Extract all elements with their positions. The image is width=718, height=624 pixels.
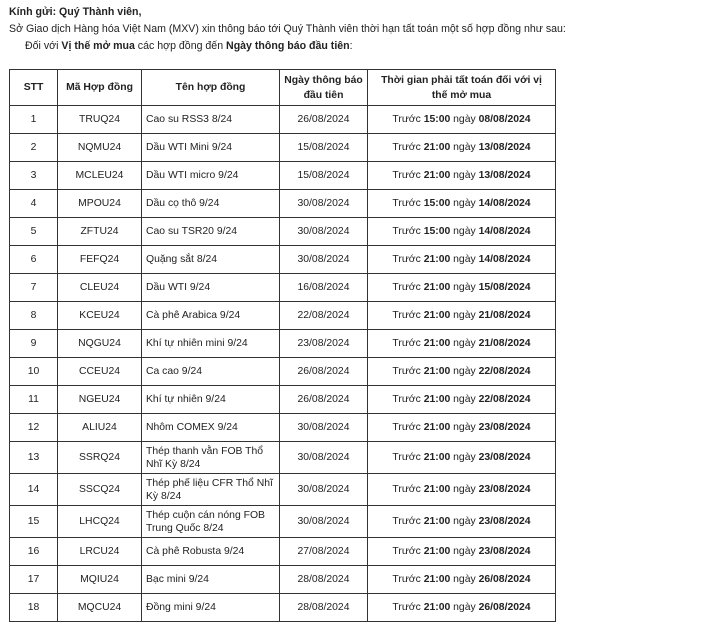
deadline-before-word: Trước	[392, 484, 424, 495]
deadline-day: 14/08/2024	[478, 226, 531, 237]
deadline-before-word: Trước	[392, 366, 424, 377]
cell-stt: 8	[10, 302, 58, 330]
table-row	[10, 358, 556, 386]
cell-contract-code: SSCQ24	[58, 474, 142, 506]
cell-contract-name: Dầu WTI Mini 9/24	[142, 134, 280, 162]
cell-contract-code: TRUQ24	[58, 106, 142, 134]
deadline-day-word: ngày	[450, 198, 479, 209]
cell-contract-code: MQIU24	[58, 566, 142, 594]
cell-contract-code: LRCU24	[58, 538, 142, 566]
cell-first-notice-date: 30/08/2024	[280, 190, 368, 218]
deadline-time: 15:00	[423, 114, 451, 125]
cell-deadline	[368, 162, 556, 190]
deadline-day: 14/08/2024	[478, 254, 531, 265]
contracts-table	[9, 69, 556, 622]
scope-bold-2: Ngày thông báo đầu tiên	[226, 40, 350, 52]
deadline-time: 21:00	[423, 254, 451, 265]
cell-contract-code: SSRQ24	[58, 442, 142, 474]
cell-first-notice-date: 23/08/2024	[280, 330, 368, 358]
deadline-day: 26/08/2024	[478, 574, 531, 585]
cell-contract-name: Đồng mini 9/24	[142, 594, 280, 622]
cell-deadline	[368, 274, 556, 302]
cell-contract-name: Thép cuộn cán nóng FOB Trung Quốc 8/24	[142, 506, 280, 538]
deadline-day: 23/08/2024	[478, 422, 531, 433]
cell-stt: 17	[10, 566, 58, 594]
scope-part-2: các hợp đồng đến	[134, 40, 227, 52]
table-row	[10, 474, 556, 506]
cell-first-notice-date: 26/08/2024	[280, 106, 368, 134]
deadline-before-word: Trước	[392, 254, 424, 265]
table-row	[10, 106, 556, 134]
deadline-time: 21:00	[423, 394, 451, 405]
deadline-time: 21:00	[423, 282, 451, 293]
deadline-day-word: ngày	[450, 452, 479, 463]
table-row	[10, 134, 556, 162]
deadline-before-word: Trước	[392, 198, 424, 209]
cell-contract-name: Cao su TSR20 9/24	[142, 218, 280, 246]
cell-first-notice-date: 27/08/2024	[280, 538, 368, 566]
cell-first-notice-date: 30/08/2024	[280, 442, 368, 474]
cell-contract-name: Thép thanh vằn FOB Thổ Nhĩ Kỳ 8/24	[142, 442, 280, 474]
deadline-before-word: Trước	[392, 394, 424, 405]
deadline-day: 23/08/2024	[478, 484, 531, 495]
header-name: Tên hợp đồng	[142, 70, 280, 106]
table-row	[10, 594, 556, 622]
deadline-before-word: Trước	[392, 546, 424, 557]
cell-deadline	[368, 330, 556, 358]
scope-bold-1: Vị thế mở mua	[61, 40, 135, 52]
scope-part-3: :	[349, 40, 353, 52]
cell-contract-code: KCEU24	[58, 302, 142, 330]
deadline-day: 23/08/2024	[478, 452, 531, 463]
table-row	[10, 218, 556, 246]
table-row	[10, 386, 556, 414]
deadline-day-word: ngày	[450, 310, 479, 321]
cell-stt: 2	[10, 134, 58, 162]
deadline-day: 22/08/2024	[478, 366, 531, 377]
deadline-day-word: ngày	[450, 170, 479, 181]
cell-stt: 1	[10, 106, 58, 134]
table-row	[10, 414, 556, 442]
header-stt: STT	[10, 70, 58, 106]
table-row	[10, 506, 556, 538]
deadline-day-word: ngày	[450, 254, 479, 265]
cell-contract-code: LHCQ24	[58, 506, 142, 538]
deadline-before-word: Trước	[392, 226, 424, 237]
deadline-day-word: ngày	[450, 366, 479, 377]
deadline-day-word: ngày	[450, 516, 479, 527]
deadline-day: 14/08/2024	[478, 198, 531, 209]
cell-deadline	[368, 386, 556, 414]
deadline-day-word: ngày	[450, 114, 479, 125]
cell-contract-code: NQGU24	[58, 330, 142, 358]
deadline-day: 21/08/2024	[478, 338, 531, 349]
cell-first-notice-date: 30/08/2024	[280, 474, 368, 506]
cell-contract-name: Dầu WTI 9/24	[142, 274, 280, 302]
cell-deadline	[368, 106, 556, 134]
deadline-time: 21:00	[423, 310, 451, 321]
deadline-day: 26/08/2024	[478, 602, 531, 613]
cell-deadline	[368, 506, 556, 538]
notice-text: Sở Giao dịch Hàng hóa Việt Nam (MXV) xin thông báo tới Quý Thành viên thời hạn tất toán một số hợp đồng như sau:	[9, 23, 566, 35]
deadline-day-word: ngày	[450, 422, 479, 433]
cell-deadline	[368, 190, 556, 218]
deadline-day-word: ngày	[450, 574, 479, 585]
table-row	[10, 442, 556, 474]
cell-contract-name: Cao su RSS3 8/24	[142, 106, 280, 134]
cell-first-notice-date: 30/08/2024	[280, 246, 368, 274]
cell-stt: 5	[10, 218, 58, 246]
cell-contract-name: Cà phê Robusta 9/24	[142, 538, 280, 566]
cell-first-notice-date: 15/08/2024	[280, 134, 368, 162]
cell-first-notice-date: 28/08/2024	[280, 566, 368, 594]
deadline-time: 21:00	[423, 516, 451, 527]
cell-stt: 3	[10, 162, 58, 190]
deadline-before-word: Trước	[392, 602, 424, 613]
table-row	[10, 274, 556, 302]
table-row	[10, 246, 556, 274]
deadline-day: 23/08/2024	[478, 546, 531, 557]
table-row	[10, 538, 556, 566]
deadline-time: 21:00	[423, 170, 451, 181]
greeting: Kính gửi: Quý Thành viên,	[9, 6, 142, 18]
cell-contract-code: ZFTU24	[58, 218, 142, 246]
cell-stt: 18	[10, 594, 58, 622]
cell-deadline	[368, 566, 556, 594]
deadline-time: 15:00	[423, 226, 451, 237]
intro-block	[9, 4, 566, 55]
deadline-before-word: Trước	[392, 422, 424, 433]
deadline-before-word: Trước	[392, 310, 424, 321]
cell-contract-name: Ca cao 9/24	[142, 358, 280, 386]
deadline-time: 21:00	[423, 574, 451, 585]
cell-deadline	[368, 414, 556, 442]
cell-deadline	[368, 302, 556, 330]
cell-stt: 7	[10, 274, 58, 302]
cell-stt: 16	[10, 538, 58, 566]
cell-first-notice-date: 15/08/2024	[280, 162, 368, 190]
cell-contract-name: Khí tự nhiên 9/24	[142, 386, 280, 414]
deadline-before-word: Trước	[392, 452, 424, 463]
deadline-day-word: ngày	[450, 226, 479, 237]
deadline-day-word: ngày	[450, 484, 479, 495]
cell-contract-name: Khí tự nhiên mini 9/24	[142, 330, 280, 358]
deadline-before-word: Trước	[392, 282, 424, 293]
deadline-day-word: ngày	[450, 546, 479, 557]
cell-stt: 13	[10, 442, 58, 474]
deadline-day: 15/08/2024	[478, 282, 531, 293]
scope-text	[9, 38, 566, 55]
deadline-day-word: ngày	[450, 338, 479, 349]
cell-stt: 4	[10, 190, 58, 218]
deadline-time: 21:00	[423, 484, 451, 495]
deadline-day-word: ngày	[450, 394, 479, 405]
cell-stt: 12	[10, 414, 58, 442]
cell-deadline	[368, 246, 556, 274]
cell-contract-code: ALIU24	[58, 414, 142, 442]
deadline-before-word: Trước	[392, 516, 424, 527]
cell-deadline	[368, 442, 556, 474]
cell-contract-name: Bạc mini 9/24	[142, 566, 280, 594]
cell-first-notice-date: 26/08/2024	[280, 358, 368, 386]
table-body	[10, 106, 556, 622]
cell-contract-name: Dầu WTI micro 9/24	[142, 162, 280, 190]
header-deadline: Thời gian phải tất toán đối với vị thế mở mua	[368, 70, 556, 106]
deadline-time: 21:00	[423, 602, 451, 613]
table-row	[10, 566, 556, 594]
cell-contract-code: MPOU24	[58, 190, 142, 218]
cell-first-notice-date: 30/08/2024	[280, 506, 368, 538]
cell-first-notice-date: 30/08/2024	[280, 218, 368, 246]
cell-deadline	[368, 474, 556, 506]
deadline-day-word: ngày	[450, 602, 479, 613]
deadline-before-word: Trước	[392, 338, 424, 349]
table-row	[10, 302, 556, 330]
deadline-time: 21:00	[423, 452, 451, 463]
deadline-day: 22/08/2024	[478, 394, 531, 405]
cell-deadline	[368, 538, 556, 566]
cell-first-notice-date: 30/08/2024	[280, 414, 368, 442]
cell-first-notice-date: 16/08/2024	[280, 274, 368, 302]
table-row	[10, 190, 556, 218]
cell-deadline	[368, 358, 556, 386]
cell-contract-code: FEFQ24	[58, 246, 142, 274]
cell-contract-name: Thép phế liệu CFR Thổ Nhĩ Kỳ 8/24	[142, 474, 280, 506]
deadline-time: 21:00	[423, 142, 451, 153]
cell-contract-code: CCEU24	[58, 358, 142, 386]
deadline-time: 21:00	[423, 338, 451, 349]
deadline-time: 21:00	[423, 422, 451, 433]
deadline-day: 13/08/2024	[478, 142, 531, 153]
cell-stt: 10	[10, 358, 58, 386]
cell-contract-name: Quặng sắt 8/24	[142, 246, 280, 274]
cell-contract-code: MCLEU24	[58, 162, 142, 190]
cell-deadline	[368, 594, 556, 622]
cell-deadline	[368, 218, 556, 246]
cell-contract-name: Nhôm COMEX 9/24	[142, 414, 280, 442]
table-header-row	[10, 70, 556, 106]
cell-stt: 6	[10, 246, 58, 274]
cell-stt: 14	[10, 474, 58, 506]
header-code: Mã Hợp đồng	[58, 70, 142, 106]
scope-part-1: Đối với	[25, 40, 62, 52]
cell-stt: 15	[10, 506, 58, 538]
deadline-time: 15:00	[423, 198, 451, 209]
deadline-day-word: ngày	[450, 282, 479, 293]
cell-first-notice-date: 22/08/2024	[280, 302, 368, 330]
cell-contract-name: Dầu cọ thô 9/24	[142, 190, 280, 218]
cell-contract-code: NGEU24	[58, 386, 142, 414]
header-date: Ngày thông báo đầu tiên	[280, 70, 368, 106]
deadline-day: 08/08/2024	[478, 114, 531, 125]
cell-contract-code: NQMU24	[58, 134, 142, 162]
cell-stt: 9	[10, 330, 58, 358]
cell-contract-code: MQCU24	[58, 594, 142, 622]
cell-stt: 11	[10, 386, 58, 414]
cell-deadline	[368, 134, 556, 162]
deadline-before-word: Trước	[392, 114, 424, 125]
table-row	[10, 162, 556, 190]
table-row	[10, 330, 556, 358]
cell-contract-name: Cà phê Arabica 9/24	[142, 302, 280, 330]
deadline-before-word: Trước	[392, 142, 424, 153]
deadline-day-word: ngày	[450, 142, 479, 153]
deadline-before-word: Trước	[392, 170, 424, 181]
deadline-time: 21:00	[423, 546, 451, 557]
deadline-day: 21/08/2024	[478, 310, 531, 321]
deadline-time: 21:00	[423, 366, 451, 377]
deadline-day: 13/08/2024	[478, 170, 531, 181]
cell-contract-code: CLEU24	[58, 274, 142, 302]
deadline-day: 23/08/2024	[478, 516, 531, 527]
cell-first-notice-date: 26/08/2024	[280, 386, 368, 414]
deadline-before-word: Trước	[392, 574, 424, 585]
cell-first-notice-date: 28/08/2024	[280, 594, 368, 622]
